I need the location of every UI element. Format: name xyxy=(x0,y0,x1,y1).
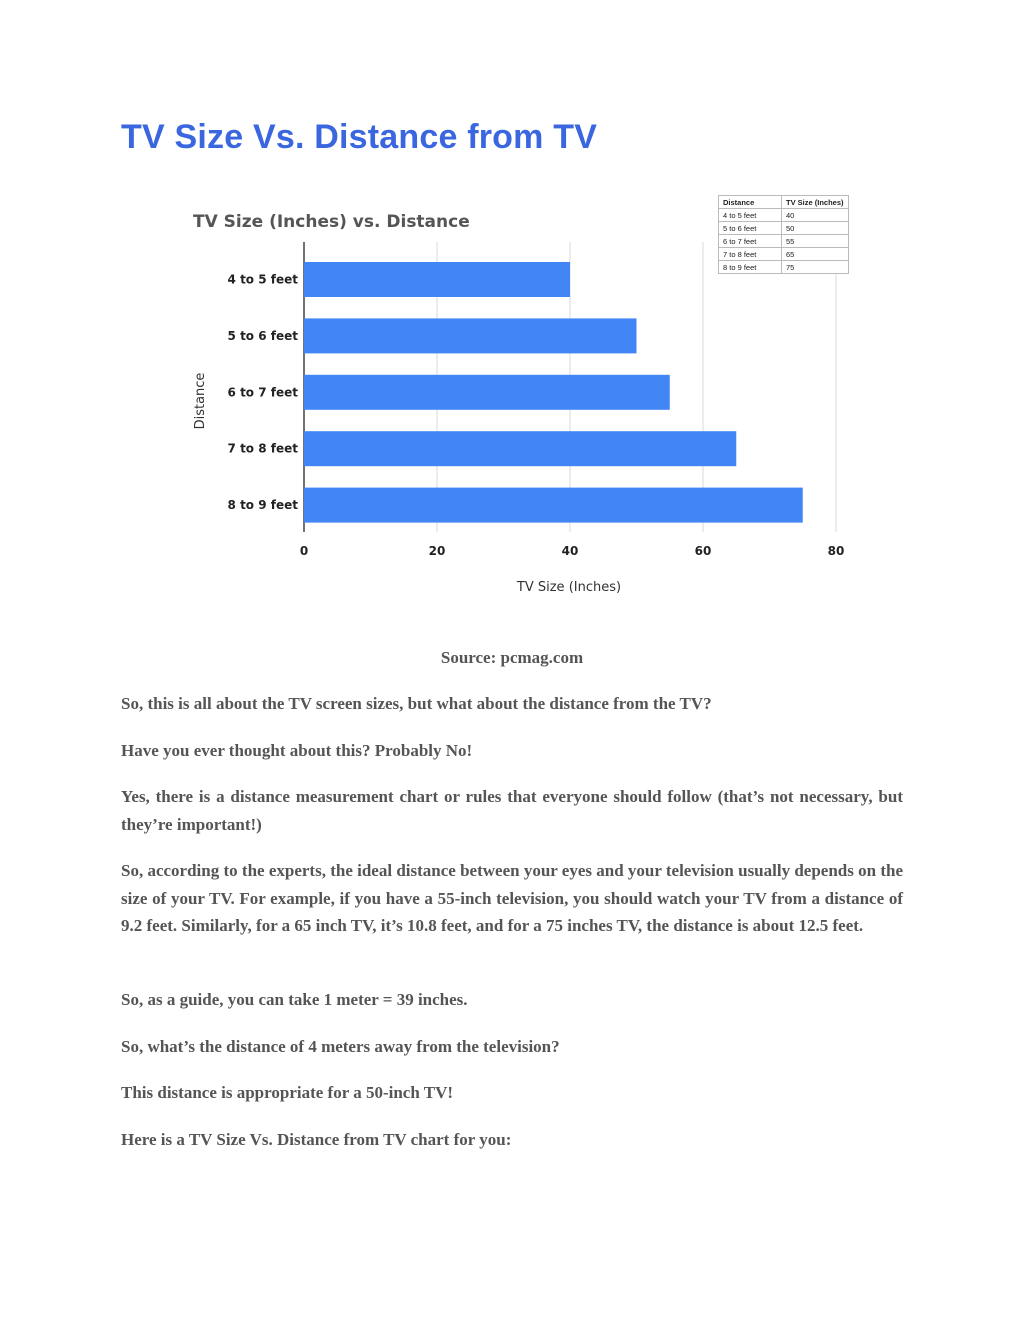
x-tick-label: 40 xyxy=(561,544,579,558)
table-cell-size: 65 xyxy=(782,248,849,261)
data-table xyxy=(718,195,849,274)
bar xyxy=(304,262,570,297)
bar xyxy=(304,431,736,466)
table-row xyxy=(719,235,849,248)
table-cell-size: 55 xyxy=(782,235,849,248)
chart-source: Source: pcmag.com xyxy=(440,648,584,667)
table-cell-size: 40 xyxy=(782,209,849,222)
x-tick-label: 60 xyxy=(694,544,712,558)
table-cell-distance: 4 to 5 feet xyxy=(719,209,782,222)
x-tick-label: 80 xyxy=(827,544,845,558)
table-header-tv-size: TV Size (Inches) xyxy=(782,196,849,209)
bar xyxy=(304,488,803,523)
category-label: 8 to 9 feet xyxy=(227,498,298,513)
table-cell-distance: 8 to 9 feet xyxy=(719,261,782,274)
chart-title: TV Size (Inches) vs. Distance xyxy=(193,212,470,232)
table-header-row xyxy=(719,196,849,209)
bar xyxy=(304,375,670,410)
table-cell-distance: 5 to 6 feet xyxy=(719,222,782,235)
table-cell-distance: 7 to 8 feet xyxy=(719,248,782,261)
bar xyxy=(304,318,637,353)
chart-figure xyxy=(180,190,860,610)
paragraph: So, this is all about the TV screen sizes, but what about the distance from the TV? xyxy=(121,694,712,713)
table-header-distance: Distance xyxy=(719,196,782,209)
table-row xyxy=(719,248,849,261)
page-title: TV Size Vs. Distance from TV xyxy=(121,118,598,156)
paragraph: So, what’s the distance of 4 meters away from the television? xyxy=(121,1037,560,1056)
paragraph: So, according to the experts, the ideal distance between your eyes and your television usually depends on the size of your TV. For example, if you have a 55-inch television, you should watch your TV from a distance of 9.2 feet. Similarly, for a 65 inch TV, it’s 10.8 feet, and for a 75 inches TV, the distance is about 12.5 feet. xyxy=(121,861,903,935)
category-label: 6 to 7 feet xyxy=(227,385,298,400)
y-axis-title: Distance xyxy=(193,372,208,430)
category-label: 7 to 8 feet xyxy=(227,441,298,456)
category-label: 4 to 5 feet xyxy=(227,272,298,287)
table-cell-size: 50 xyxy=(782,222,849,235)
paragraph: This distance is appropriate for a 50-inch TV! xyxy=(121,1083,454,1102)
paragraph: Yes, there is a distance measurement chart or rules that everyone should follow (that’s not necessary, but they’re important!) xyxy=(121,787,903,834)
x-axis-title: TV Size (Inches) xyxy=(516,580,622,595)
paragraph: So, as a guide, you can take 1 meter = 39 inches. xyxy=(121,990,468,1009)
paragraph: Here is a TV Size Vs. Distance from TV chart for you: xyxy=(121,1130,512,1149)
table-cell-distance: 6 to 7 feet xyxy=(719,235,782,248)
table-row xyxy=(719,222,849,235)
table-row xyxy=(719,209,849,222)
x-tick-label: 0 xyxy=(299,544,309,558)
x-tick-label: 20 xyxy=(428,544,446,558)
paragraph: Have you ever thought about this? Probably No! xyxy=(121,741,473,760)
table-cell-size: 75 xyxy=(782,261,849,274)
category-label: 5 to 6 feet xyxy=(227,328,298,343)
table-row xyxy=(719,261,849,274)
